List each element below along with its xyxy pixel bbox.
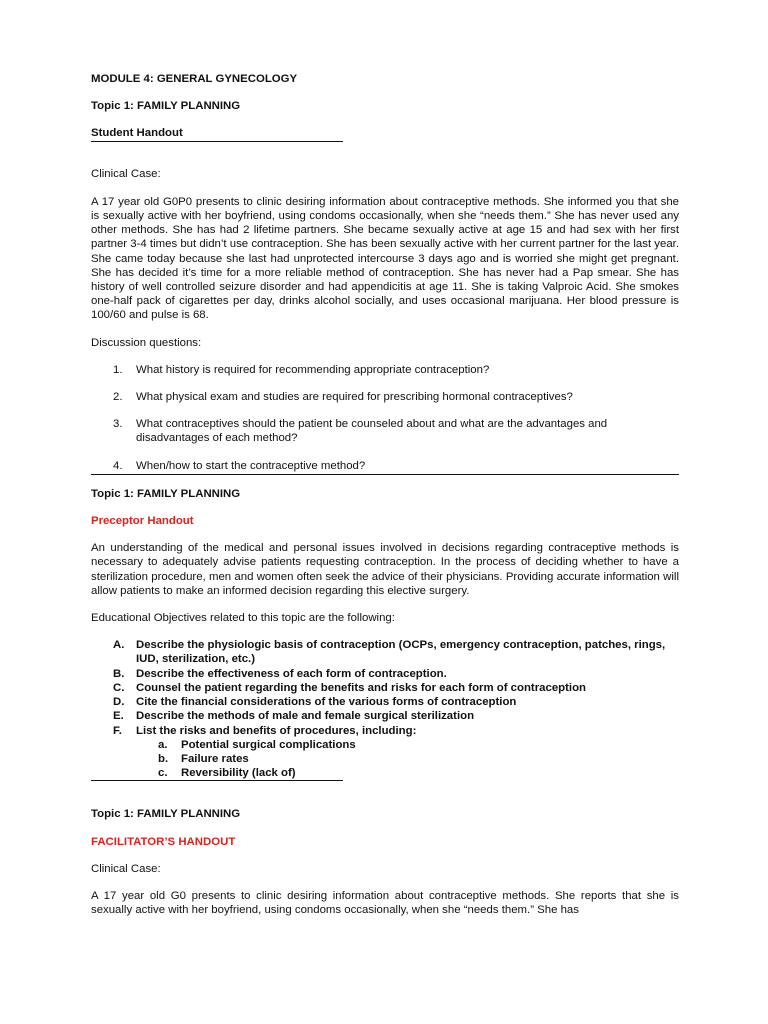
preceptor-intro-text: An understanding of the medical and personal issues involved in decisions regarding contraceptive methods is necessary to adequately advise patients requesting contraception. In the process of deciding whether to have a sterilization procedure, men and women often seek the advice of their physicians. Providing accurate information will allow patients to make an informed decision regarding this elective surgery. xyxy=(91,542,679,597)
list-item xyxy=(91,766,679,780)
student-case-text: A 17 year old G0P0 presents to clinic desiring information about contraceptive methods. She informed you that she is sexually active with her boyfriend, using condoms occasionally, when she “needs them.” She has never used any other methods. She has had 2 lifetime partners. She became sexually active at age 15 and had sex with her first partner 3-4 times but didn’t use contraception. She has been sexually active with her current partner for the last year. She came today because she last had unprotected intercourse 3 days ago and is worried she might get pregnant. She has decided it’s time for a more reliable method of contraception. She has never had a Pap smear. She has history of well controlled seizure disorder and had appendicitis at age 11. She is taking Valproic Acid. She smokes one-half pack of cigarettes per day, drinks alcohol socially, and uses occasional marijuana. Her blood pressure is 100/60 and pulse is 68. xyxy=(91,195,679,322)
facilitator-clinical-case-label: Clinical Case: xyxy=(91,862,161,875)
objective-text: Counsel the patient regarding the benefits and risks for each form of contraception xyxy=(136,681,586,694)
objective-text: Describe the effectiveness of each form of contraception. xyxy=(136,667,447,680)
objective-letter: A. xyxy=(113,639,125,652)
question-number: 2. xyxy=(113,391,123,404)
facilitator-case-text: A 17 year old G0 presents to clinic desiring information about contraceptive methods. She reports that she is sexually active with her boyfriend, using condoms occasionally, when she “needs them.” She has xyxy=(91,889,679,917)
question-text: When/how to start the contraceptive method? xyxy=(136,459,366,472)
section-divider xyxy=(91,474,679,475)
list-item xyxy=(91,417,679,445)
discussion-questions xyxy=(91,363,679,473)
procedure-sub-list xyxy=(91,738,679,781)
list-item xyxy=(91,709,679,723)
list-item xyxy=(91,738,679,752)
question-text: What contraceptives should the patient be counseled about and what are the advantages and disadvantages of each method? xyxy=(136,418,608,445)
list-item xyxy=(91,695,679,709)
objective-text: Cite the financial considerations of the various forms of contraception xyxy=(136,696,517,709)
objectives-list xyxy=(91,638,679,737)
sub-item-text: Failure rates xyxy=(181,752,249,765)
objective-letter: F. xyxy=(113,724,122,737)
list-item xyxy=(91,390,679,404)
section-divider xyxy=(91,141,343,142)
list-item xyxy=(91,459,679,473)
sub-item-letter: a. xyxy=(158,738,168,751)
list-item xyxy=(91,724,679,738)
sub-item-letter: c. xyxy=(158,767,168,780)
list-item xyxy=(91,363,679,377)
preceptor-handout-heading: Preceptor Handout xyxy=(91,515,194,528)
objective-text: Describe the methods of male and female surgical sterilization xyxy=(136,710,475,723)
objective-letter: D. xyxy=(113,696,125,709)
objective-letter: B. xyxy=(113,667,125,680)
objective-text: Describe the physiologic basis of contraception (OCPs, emergency contraception, patches, rings, IUD, sterilization, etc.) xyxy=(136,639,666,666)
section-divider xyxy=(91,780,343,781)
question-number: 1. xyxy=(113,363,123,376)
question-number: 3. xyxy=(113,418,123,431)
question-text: What physical exam and studies are required for prescribing hormonal contraceptives? xyxy=(136,391,573,404)
document-page xyxy=(91,72,679,917)
preceptor-topic-title: Topic 1: FAMILY PLANNING xyxy=(91,487,241,500)
topic-title: Topic 1: FAMILY PLANNING xyxy=(91,100,241,113)
list-item xyxy=(91,681,679,695)
facilitator-topic-title: Topic 1: FAMILY PLANNING xyxy=(91,808,241,821)
discussion-label: Discussion questions: xyxy=(91,336,202,349)
objective-text: List the risks and benefits of procedures, including: xyxy=(136,724,417,737)
objective-letter: C. xyxy=(113,681,125,694)
objectives-label: Educational Objectives related to this topic are the following: xyxy=(91,612,395,625)
question-text: What history is required for recommending appropriate contraception? xyxy=(136,363,490,376)
sub-item-text: Potential surgical complications xyxy=(181,738,356,751)
student-handout-heading: Student Handout xyxy=(91,127,183,140)
sub-item-letter: b. xyxy=(158,752,169,765)
list-item xyxy=(91,667,679,681)
module-title: MODULE 4: GENERAL GYNECOLOGY xyxy=(91,73,298,85)
sub-item-text: Reversibility (lack of) xyxy=(181,767,296,780)
question-number: 4. xyxy=(113,459,123,472)
objective-letter: E. xyxy=(113,710,124,723)
facilitator-handout-heading: FACILITATOR’S HANDOUT xyxy=(91,835,236,848)
list-item xyxy=(91,638,679,666)
clinical-case-label: Clinical Case: xyxy=(91,167,161,180)
list-item xyxy=(91,752,679,766)
